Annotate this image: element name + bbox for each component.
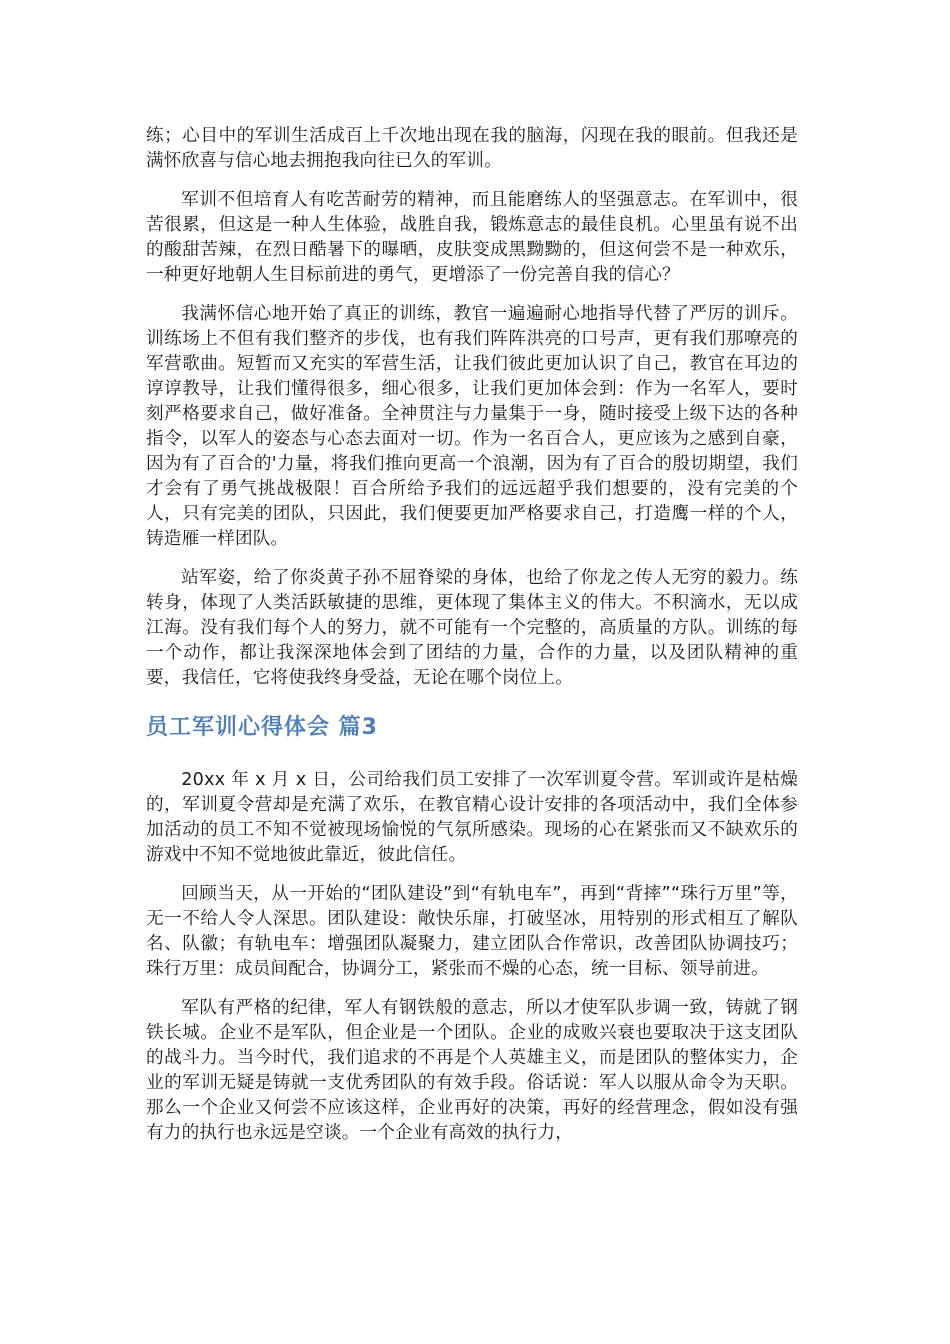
body-paragraph: 军训不但培育人有吃苦耐劳的精神，而且能磨练人的坚强意志。在军训中，很苦很累，但这是一种人生体验，战胜自我，锻炼意志的最佳良机。心里虽有说不出的酸甜苦辣，在烈日酷暑下的曝晒，皮肤变成黑黝黝的，但这何尝不是一种欢乐，一种更好地朝人生目标前进的勇气，更增添了一份完善自我的信心？ [146, 190, 798, 285]
body-paragraph: 我满怀信心地开始了真正的训练，教官一遍遍耐心地指导代替了严厉的训斥。训练场上不但有我们整齐的步伐，也有我们阵阵洪亮的口号声，更有我们那嘹亮的军营歌曲。短暂而又充实的军营生活，让我们彼此更加认识了自己，教官在耳边的谆谆教导，让我们懂得很多，细心很多，让我们更加体会到：作为一名军人，要时刻严格要求自己，做好准备。全神贯注与力量集于一身，随时接受上级下达的各种指令，以军人的姿态与心态去面对一切。作为一名百合人，更应该为之感到自豪，因为有了百合的'力量，将我们推向更高一个浪潮，因为有了百合的殷切期望，我们才会有了勇气挑战极限！百合所给予我们的远远超乎我们想要的，没有完美的个人，只有完美的团队，只因此，我们便要更加严格要求自己，打造鹰一样的个人，铸造雁一样团队。 [146, 304, 798, 549]
body-paragraph: 练；心目中的军训生活成百上千次地出现在我的脑海，闪现在我的眼前。但我还是满怀欣喜与信心地去拥抱我向往已久的军训。 [146, 126, 798, 171]
body-paragraph: 20xx 年 x 月 x 日，公司给我们员工安排了一次军训夏令营。军训或许是枯燥的，军训夏令营却是充满了欢乐，在教官精心设计安排的各项活动中，我们全体参加活动的员工不知不觉被现场愉悦的气氛所感染。现场的心在紧张而又不缺欢乐的游戏中不知不觉地彼此靠近，彼此信任。 [146, 770, 798, 865]
section-heading: 员工军训心得体会 篇3 [146, 715, 378, 740]
document-page [146, 124, 798, 1160]
body-paragraph: 军队有严格的纪律，军人有钢铁般的意志，所以才使军队步调一致，铸就了钢铁长城。企业不是军队，但企业是一个团队。企业的成败兴衰也要取决于这支团队的战斗力。当今时代，我们追求的不再是个人英雄主义，而是团队的整体实力，企业的军训无疑是铸就一支优秀团队的有效手段。俗话说：军人以服从命令为天职。那么一个企业又何尝不应该这样，企业再好的决策，再好的经营理念，假如没有强有力的执行也永远是空谈。一个企业有高效的执行力， [146, 998, 798, 1143]
body-paragraph: 回顾当天，从一开始的“团队建设”到“有轨电车”，再到“背摔”“珠行万里”等，无一不给人令人深思。团队建设：敞快乐扉，打破坚冰，用特别的形式相互了解队名、队徽；有轨电车：增强团队凝聚力，建立团队合作常识，改善团队协调技巧；珠行万里：成员间配合，协调分工，紧张而不燥的心态，统一目标、领导前进。 [146, 884, 798, 979]
body-paragraph: 站军姿，给了你炎黄子孙不屈脊梁的身体，也给了你龙之传人无穷的毅力。练转身，体现了人类活跃敏捷的思维，更体现了集体主义的伟大。不积滴水，无以成江海。没有我们每个人的努力，就不可能有一个完整的，高质量的方队。训练的每一个动作，都让我深深地体会到了团结的力量，合作的力量，以及团队精神的重要，我信任，它将使我终身受益，无论在哪个岗位上。 [146, 568, 798, 688]
